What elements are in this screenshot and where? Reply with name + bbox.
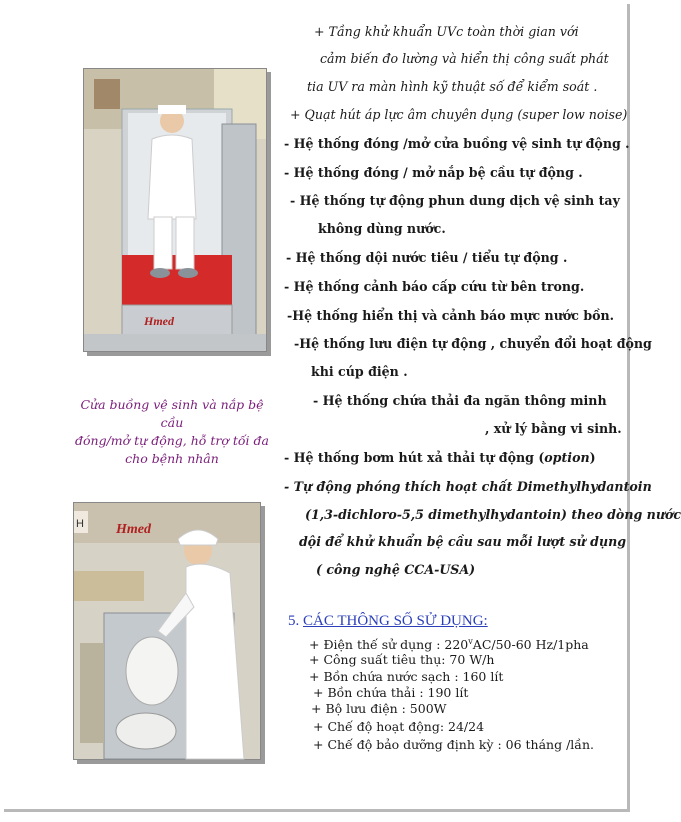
system-waste-2: , xử lý bằng vi sinh. [485,421,622,436]
system-pump-option: option [544,450,590,465]
spec-voltage [309,634,589,652]
auto-chem-line-4: ( công nghệ CCA-USA) [316,562,476,577]
spec-ups: + Bộ lưu điện : 500W [311,701,447,716]
auto-chem-line-2: (1,3-dichloro-5,5 dimethylhydantoin) theo dòng nước [305,507,681,522]
system-flush: - Hệ thống dội nước tiêu / tiểu tự động . [286,250,568,265]
spec-clean-tank: + Bồn chứa nước sạch : 160 lít [309,669,504,684]
system-pump-text: - Hệ thống bơm hút xả thải tự động ( [284,450,545,465]
wall-letter: H [76,518,84,530]
system-sanitizer-2: không dùng nước. [318,221,446,236]
system-ups-2: khi cúp điện . [311,364,408,379]
spec-operation: + Chế độ hoạt động: 24/24 [313,719,485,734]
system-pump [284,450,596,466]
caption-line-2: đóng/mở tự động, hỗ trợ tối đa [75,433,269,448]
spec-voltage-sup: v [468,637,473,646]
section-number: 5. [288,613,300,629]
brand-logo-1: Hmed [144,314,174,328]
caption-line-1: Cửa buồng vệ sinh và nắp bệ cầu [80,397,264,430]
system-pump-close: ) [589,450,596,465]
spec-power: + Công suất tiêu thụ: 70 W/h [309,652,495,667]
spec-maintenance: + Chế độ bảo dưỡng định kỳ : 06 tháng /lần. [313,737,594,752]
photo-toilet-cabin-illustration [84,69,266,351]
system-ups-1: -Hệ thống lưu điện tự động , chuyển đổi hoạt động [294,336,652,351]
feature-fan: + Quạt hút áp lực âm chuyên dụng (super low noise) [290,107,628,122]
system-sanitizer-1: - Hệ thống tự động phun dung dịch vệ sinh tay [290,193,620,208]
system-waste-1: - Hệ thống chứa thải đa ngăn thông minh [313,393,607,408]
spec-waste-tank: + Bồn chứa thải : 190 lít [313,685,469,700]
brand-logo-2: Hmed [116,522,151,537]
auto-chem-line-3: dội để khử khuẩn bệ cầu sau mỗi lượt sử dụng [299,534,627,549]
spec-voltage-unit: AC/50-60 Hz/1pha [472,637,589,653]
spec-voltage-text: + Điện thế sử dụng : 220 [309,637,469,653]
photo-toilet-cabin [83,68,267,352]
photo-caption [74,396,270,468]
photo-toilet-lid [73,502,261,760]
system-emergency: - Hệ thống cảnh báo cấp cứu từ bên trong. [284,279,585,294]
system-door: - Hệ thống đóng /mở cửa buồng vệ sinh tự động . [284,136,630,151]
system-lid: - Hệ thống đóng / mở nắp bệ cầu tự động . [284,165,583,180]
section-title [288,613,488,630]
section-title-text: CÁC THÔNG SỐ SỬ DỤNG: [303,613,488,629]
feature-uvc-line-1: + Tầng khử khuẩn UVc toàn thời gian với [314,24,579,39]
caption-line-3: cho bệnh nhân [125,451,219,466]
feature-uvc-line-3: tia UV ra màn hình kỹ thuật số để kiểm soát . [307,79,598,94]
feature-uvc-line-2: cảm biến đo lường và hiển thị công suất phát [320,51,609,66]
auto-chem-line-1: - Tự động phóng thích hoạt chất Dimethylhydantoin [284,479,652,494]
system-water-level: -Hệ thống hiển thị và cảnh báo mực nước bồn. [287,308,615,323]
photo-toilet-lid-illustration [74,503,260,759]
